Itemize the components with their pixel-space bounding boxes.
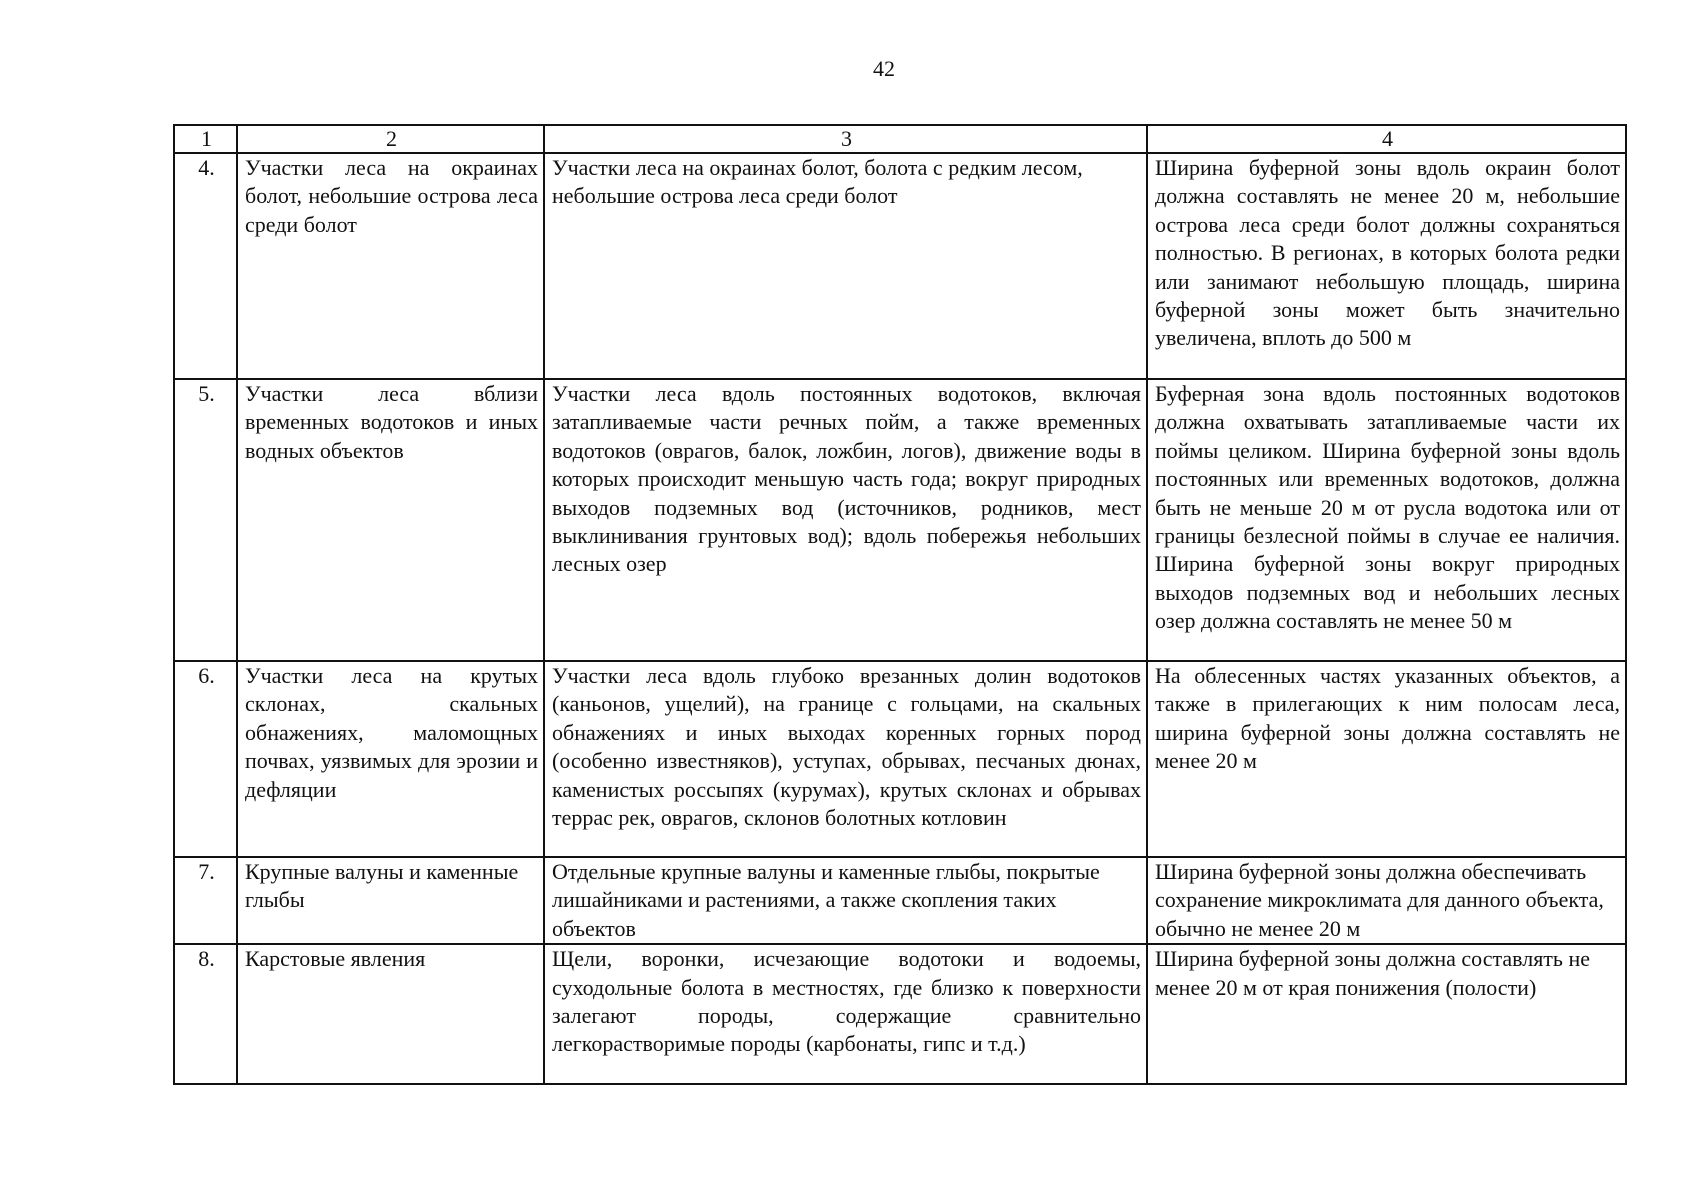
row-object: Карстовые явления [237, 944, 544, 1084]
table-row [174, 379, 1626, 661]
page-number: 42 [873, 56, 895, 81]
row-description: Участки леса вдоль постоянных водотоков, включая затапливаемые части речных пойм, а также временных водотоков (оврагов, балок, ложбин, логов), движение воды в которых происходит меньшую часть года; вокруг природных выходов подземных вод (источников, родников, мест выклинивания грунтовых вод); вдоль побережья небольших лесных озер [544, 379, 1147, 661]
table-row [174, 661, 1626, 857]
row-object: Участки леса вблизи временных водотоков и иных водных объектов [237, 379, 544, 661]
row-buffer: Ширина буферной зоны должна составлять не менее 20 м от края понижения (полости) [1147, 944, 1626, 1084]
row-buffer: Ширина буферной зоны должна обеспечивать сохранение микроклимата для данного объекта, обычно не менее 20 м [1147, 857, 1626, 944]
buffer-zone-table [173, 124, 1627, 1085]
row-description: Участки леса на окраинах болот, болота с редким лесом, небольшие острова леса среди болот [544, 153, 1147, 379]
row-number: 6. [174, 661, 237, 857]
row-description: Отдельные крупные валуны и каменные глыбы, покрытые лишайниками и растениями, а также скопления таких объектов [544, 857, 1147, 944]
row-object: Участки леса на окраинах болот, небольшие острова леса среди болот [237, 153, 544, 379]
header-cell-4: 4 [1147, 125, 1626, 153]
header-cell-3: 3 [544, 125, 1147, 153]
header-cell-2: 2 [237, 125, 544, 153]
row-buffer: На облесенных частях указанных объектов, а также в прилегающих к ним полосам леса, ширина буферной зоны должна составлять не менее 20 м [1147, 661, 1626, 857]
table-row [174, 857, 1626, 944]
table-row [174, 944, 1626, 1084]
row-number: 8. [174, 944, 237, 1084]
table-row [174, 153, 1626, 379]
row-object: Участки леса на крутых склонах, скальных обнажениях, маломощных почвах, уязвимых для эрозии и дефляции [237, 661, 544, 857]
row-description: Участки леса вдоль глубоко врезанных долин водотоков (каньонов, ущелий), на границе с гольцами, на скальных обнажениях и иных выходах коренных горных пород (особенно известняков), уступах, обрывах, песчаных дюнах, каменистых россыпях (курумах), крутых склонах и обрывах террас рек, оврагов, склонов болотных котловин [544, 661, 1147, 857]
row-object: Крупные валуны и каменные глыбы [237, 857, 544, 944]
header-cell-1: 1 [174, 125, 237, 153]
row-number: 5. [174, 379, 237, 661]
row-buffer: Ширина буферной зоны вдоль окраин болот должна составлять не менее 20 м, небольшие острова леса среди болот должны сохраняться полностью. В регионах, в которых болота редки или занимают небольшую площадь, ширина буферной зоны может быть значительно увеличена, вплоть до 500 м [1147, 153, 1626, 379]
row-number: 7. [174, 857, 237, 944]
row-buffer: Буферная зона вдоль постоянных водотоков должна охватывать затапливаемые части их поймы целиком. Ширина буферной зоны вдоль постоянных или временных водотоков, должна быть не меньше 20 м от русла водотока или от границы безлесной поймы в случае ее наличия. Ширина буферной зоны вокруг природных выходов подземных вод и небольших лесных озер должна составлять не менее 50 м [1147, 379, 1626, 661]
row-description: Щели, воронки, исчезающие водотоки и водоемы, суходольные болота в местностях, где близко к поверхности залегают породы, содержащие сравнительно легкорастворимые породы (карбонаты, гипс и т.д.) [544, 944, 1147, 1084]
table-header-row [174, 125, 1626, 153]
row-number: 4. [174, 153, 237, 379]
